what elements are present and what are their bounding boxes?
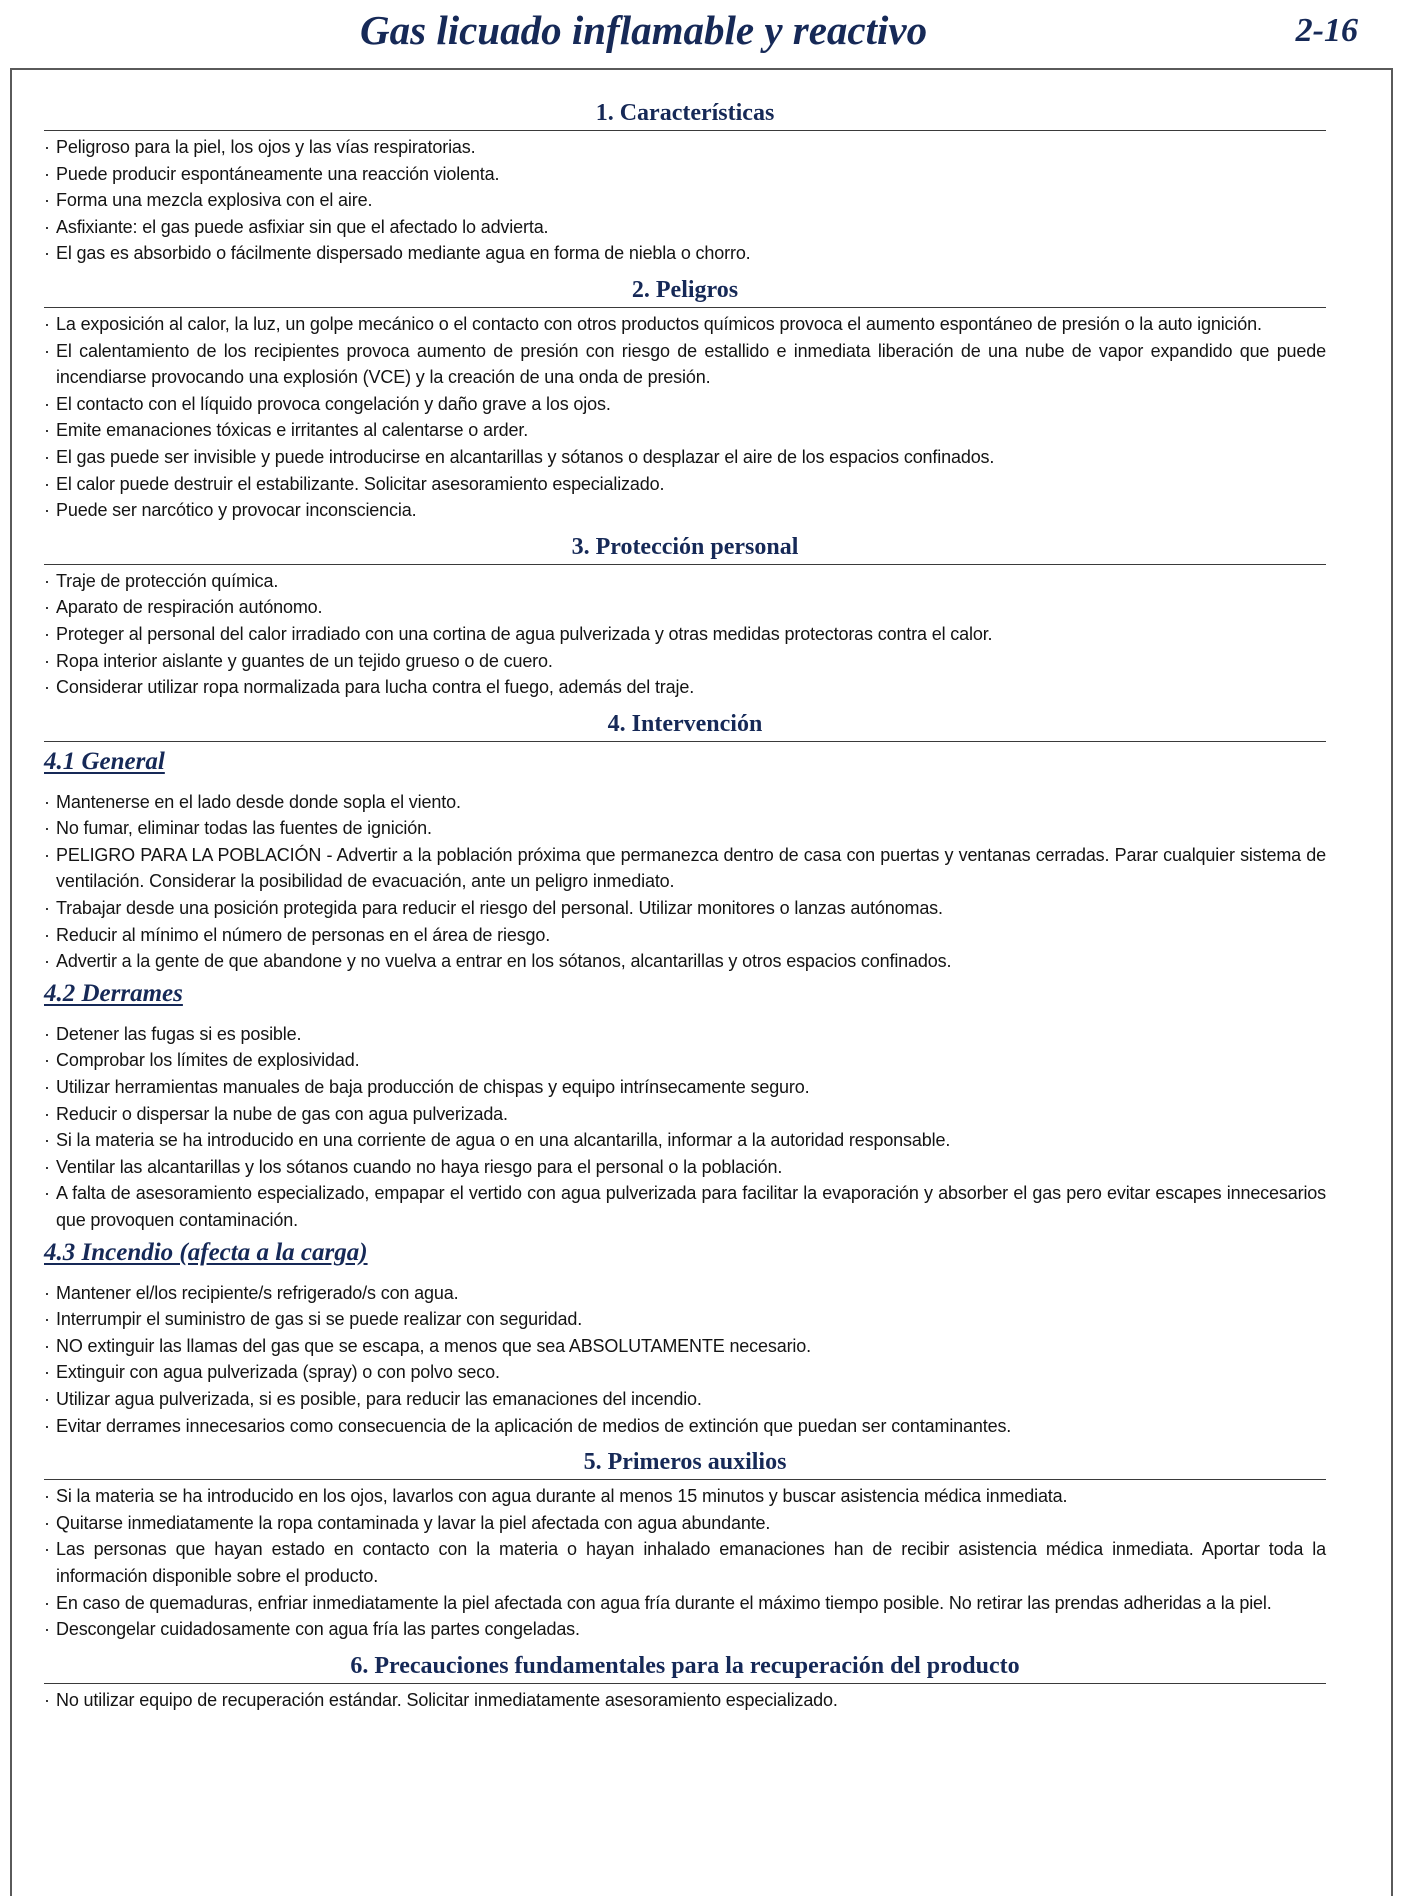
bullet-list: [44, 568, 1326, 701]
list-item: · Comprobar los límites de explosividad.: [44, 1047, 1326, 1074]
list-item: · Proteger al personal del calor irradiado con una cortina de agua pulverizada y otras medidas protectoras contra el calor.: [44, 621, 1326, 648]
section-title: 3. Protección personal: [44, 532, 1326, 565]
list-item: · El gas puede ser invisible y puede introducirse en alcantarillas y sótanos o desplazar el aire de los espacios confinados.: [44, 444, 1326, 471]
list-item: · Puede ser narcótico y provocar inconsciencia.: [44, 497, 1326, 524]
list-item: · El contacto con el líquido provoca congelación y daño grave a los ojos.: [44, 391, 1326, 418]
list-item: · Puede producir espontáneamente una reacción violenta.: [44, 161, 1326, 188]
list-item: · Utilizar herramientas manuales de baja producción de chispas y equipo intrínsecamente seguro.: [44, 1074, 1326, 1101]
list-item: · Asfixiante: el gas puede asfixiar sin que el afectado lo advierta.: [44, 214, 1326, 241]
list-item: · No fumar, eliminar todas las fuentes de ignición.: [44, 815, 1326, 842]
list-item: · El calor puede destruir el estabilizante. Solicitar asesoramiento especializado.: [44, 471, 1326, 498]
section-peligros: [44, 275, 1326, 524]
subsection-title-incendio: 4.3 Incendio (afecta a la carga): [44, 1238, 368, 1266]
list-item: · Aparato de respiración autónomo.: [44, 594, 1326, 621]
list-item: · No utilizar equipo de recuperación estándar. Solicitar inmediatamente asesoramiento especializado.: [44, 1687, 1326, 1714]
subsection-title-general: 4.1 General: [44, 747, 165, 775]
list-item: · Trabajar desde una posición protegida para reducir el riesgo del personal. Utilizar monitores o lanzas autónomas.: [44, 895, 1326, 922]
list-item: · Interrumpir el suministro de gas si se puede realizar con seguridad.: [44, 1306, 1326, 1333]
section-intervencion: [44, 709, 1326, 1439]
bullet-list: [44, 1483, 1326, 1643]
bullet-list: [44, 1280, 1326, 1440]
list-item: · PELIGRO PARA LA POBLACIÓN - Advertir a la población próxima que permanezca dentro de casa con puertas y ventanas cerradas. Parar cualquier sistema de ventilación. Considerar la posibilidad de evacuación, ante un peligro inmediato.: [44, 842, 1326, 895]
list-item: · NO extinguir las llamas del gas que se escapa, a menos que sea ABSOLUTAMENTE necesario.: [44, 1333, 1326, 1360]
list-item: · Ventilar las alcantarillas y los sótanos cuando no haya riesgo para el personal o la población.: [44, 1154, 1326, 1181]
list-item: · Emite emanaciones tóxicas e irritantes al calentarse o arder.: [44, 417, 1326, 444]
list-item: · Quitarse inmediatamente la ropa contaminada y lavar la piel afectada con agua abundante.: [44, 1510, 1326, 1537]
list-item: · A falta de asesoramiento especializado, empapar el vertido con agua pulverizada para facilitar la evaporación y absorber el gas pero evitar escapes innecesarios que provoquen contaminación.: [44, 1180, 1326, 1233]
list-item: · Utilizar agua pulverizada, si es posible, para reducir las emanaciones del incendio.: [44, 1386, 1326, 1413]
list-item: · Si la materia se ha introducido en los ojos, lavarlos con agua durante al menos 15 minutos y buscar asistencia médica inmediata.: [44, 1483, 1326, 1510]
list-item: · Peligroso para la piel, los ojos y las vías respiratorias.: [44, 134, 1326, 161]
bullet-list: [44, 1021, 1326, 1234]
list-item: · Mantener el/los recipiente/s refrigerado/s con agua.: [44, 1280, 1326, 1307]
subsection-title-derrames: 4.2 Derrames: [44, 979, 183, 1007]
section-title: 4. Intervención: [44, 709, 1326, 742]
bullet-list: [44, 134, 1326, 267]
list-item: · Evitar derrames innecesarios como consecuencia de la aplicación de medios de extinción que puedan ser contaminantes.: [44, 1413, 1326, 1440]
section-title: 1. Características: [44, 98, 1326, 131]
page-number: 2-16: [1295, 12, 1358, 49]
list-item: · Ropa interior aislante y guantes de un tejido grueso o de cuero.: [44, 648, 1326, 675]
list-item: · Advertir a la gente de que abandone y no vuelva a entrar en los sótanos, alcantarillas y otros espacios confinados.: [44, 948, 1326, 975]
list-item: · Descongelar cuidadosamente con agua fría las partes congeladas.: [44, 1616, 1326, 1643]
list-item: · Forma una mezcla explosiva con el aire.: [44, 187, 1326, 214]
list-item: · Mantenerse en el lado desde donde sopla el viento.: [44, 789, 1326, 816]
list-item: · En caso de quemaduras, enfriar inmediatamente la piel afectada con agua fría durante el máximo tiempo posible. No retirar las prendas adheridas a la piel.: [44, 1590, 1326, 1617]
section-title: 5. Primeros auxilios: [44, 1447, 1326, 1480]
list-item: · Extinguir con agua pulverizada (spray) o con polvo seco.: [44, 1359, 1326, 1386]
bullet-list: [44, 789, 1326, 975]
list-item: · Las personas que hayan estado en contacto con la materia o hayan inhalado emanaciones han de recibir asistencia médica inmediata. Aportar toda la información disponible sobre el producto.: [44, 1536, 1326, 1589]
section-precauciones-recuperacion: [44, 1651, 1326, 1714]
list-item: · Detener las fugas si es posible.: [44, 1021, 1326, 1048]
section-title: 2. Peligros: [44, 275, 1326, 308]
list-item: · El gas es absorbido o fácilmente dispersado mediante agua en forma de niebla o chorro.: [44, 240, 1326, 267]
list-item: · La exposición al calor, la luz, un golpe mecánico o el contacto con otros productos químicos provoca el aumento espontáneo de presión o la auto ignición.: [44, 311, 1326, 338]
section-proteccion-personal: [44, 532, 1326, 701]
page-title: Gas licuado inflamable y reactivo: [360, 7, 928, 53]
section-caracteristicas: [44, 98, 1326, 267]
list-item: · Reducir o dispersar la nube de gas con agua pulverizada.: [44, 1101, 1326, 1128]
section-title: 6. Precauciones fundamentales para la recuperación del producto: [44, 1651, 1326, 1684]
list-item: · Considerar utilizar ropa normalizada para lucha contra el fuego, además del traje.: [44, 674, 1326, 701]
list-item: · El calentamiento de los recipientes provoca aumento de presión con riesgo de estallido e inmediata liberación de una nube de vapor expandido que puede incendiarse provocando una explosión (VCE) y la creación de una onda de presión.: [44, 338, 1326, 391]
list-item: · Si la materia se ha introducido en una corriente de agua o en una alcantarilla, informar a la autoridad responsable.: [44, 1127, 1326, 1154]
document-body: [44, 98, 1326, 1721]
bullet-list: [44, 311, 1326, 524]
section-primeros-auxilios: [44, 1447, 1326, 1643]
list-item: · Reducir al mínimo el número de personas en el área de riesgo.: [44, 922, 1326, 949]
bullet-list: [44, 1687, 1326, 1714]
list-item: · Traje de protección química.: [44, 568, 1326, 595]
